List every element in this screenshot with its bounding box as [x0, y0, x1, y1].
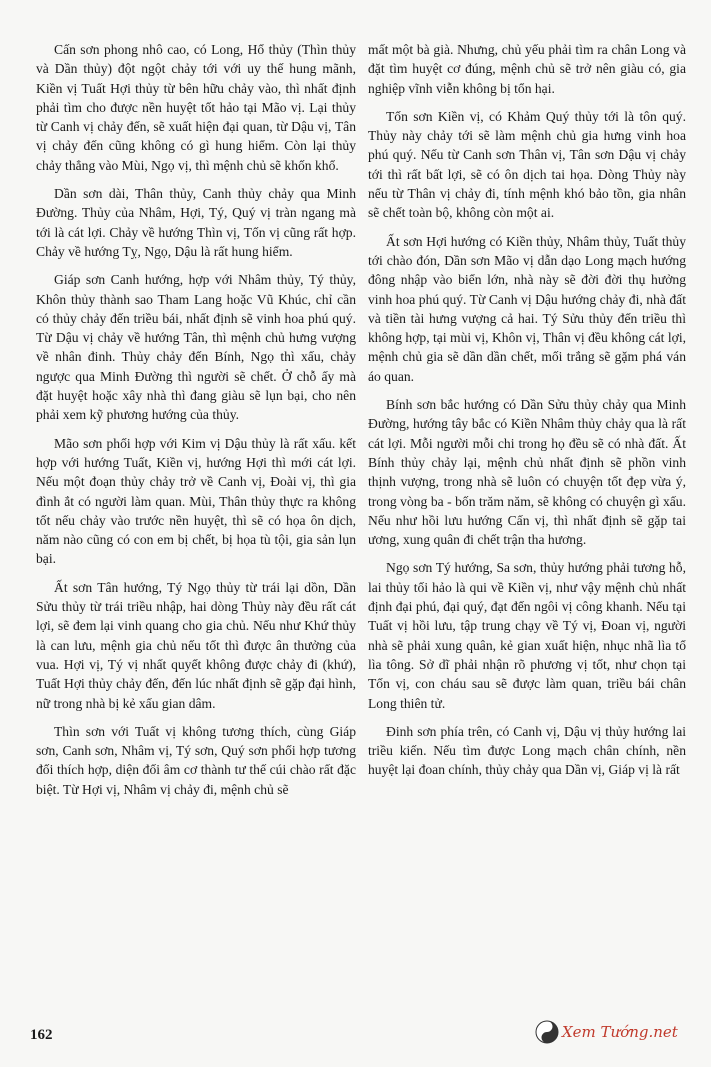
paragraph: Cấn sơn phong nhô cao, có Long, Hổ thủy (Thìn thủy và Dần thủy) đột ngột chảy tới với uy thế hung mãnh, Kiền vị Tuất Hợi thủy từ bên hữu chảy vào, thì nhất định phải tìm cho được nền huyệt tốt hảo tại Mão vị. Lại thủy từ Canh vị chảy đến, sẽ xuất hiện đại quan, từ Dậu vị, Tân vị chảy đến cũng không có gì hung hiểm. Còn lại thủy chảy thẳng vào Mùi, Ngọ vị, thì mệnh chủ sẽ khốn khổ.: [36, 42, 356, 173]
paragraph: Mão sơn phối hợp với Kim vị Dậu thủy là rất xấu. kết hợp với hướng Tuất, Kiền vị, hướng Hợi thì mới cát lợi. Nếu một đoạn thủy chảy trở về Canh vị, Đoài vị, thì gia đình ắt có người làm quan. Mùi, Thân thủy thực ra không tốt nếu chảy vào trước nền huyệt, thì sẽ có họa ôn dịch, năm nào cũng có con em bị chết, bị họa tù tội, gia sản lụn bại.: [36, 435, 356, 567]
paragraph: Dần sơn dài, Thân thủy, Canh thủy chảy qua Minh Đường. Thủy của Nhâm, Hợi, Tý, Quý vị tràn ngang mà tới là cát lợi. Chảy về hướng Thìn vị, Tốn vị cũng rất hợp. Chảy về hướng Tỵ, Ngọ, Dậu là rất hung hiểm.: [36, 186, 356, 259]
paragraph: Thìn sơn với Tuất vị không tương thích, cùng Giáp sơn, Canh sơn, Nhâm vị, Tý sơn, Quý sơn phối hợp tương đối thích hợp, diện đối âm cơ thành tư thế cúi chào rất đặc biệt. Từ Hợi vị, Nhâm vị chảy đi, mệnh chủ sẽ: [36, 723, 356, 797]
paragraph-continuation: mất một bà già. Nhưng, chủ yếu phải tìm ra chân Long và đặt tìm huyệt cơ đúng, mệnh chủ sẽ trở nên giàu có, gia nghiệp vĩnh viễn không bị tổn hại.: [368, 42, 686, 96]
paragraph: Ất sơn Hợi hướng có Kiền thủy, Nhâm thủy, Tuất thủy tới chào đón, Dần sơn Mão vị dẫn dạo Long mạch hướng đông nhập vào biển lớn, nhà này sẽ đời đời thụ hưởng vinh hoa phú quý. Từ Canh vị Dậu hướng chảy đi, nhà đất và tiền tài hưng vượng cả hai. Tý Sửu thủy đến triều thì không hợp, tại mùi vị, Khôn vị, Thân vị đều không cát lợi, mệnh chủ gia sẽ dần dần chết, mối trắng sẽ gặm phá ván áo quan.: [368, 233, 686, 384]
paragraph: Giáp sơn Canh hướng, hợp với Nhâm thủy, Tý thủy, Khôn thủy thành sao Tham Lang hoặc Vũ Khúc, chỉ cần có thủy chảy đến triều bái, nhất định sẽ vinh hoa phú quý. Từ Dậu vị chảy về hướng Tân, thì mệnh chủ hưng vượng về nhân đinh. Thủy chảy đến Bính, Ngọ thì xấu, chảy ngược qua Minh Đường thì người sẽ chết. Ở chỗ ấy mà đặt huyệt hoặc xây nhà thì đang giàu sẽ lụn bại, cho nên phải xem kỹ phương hướng của thủy.: [36, 272, 356, 423]
paragraph: Bính sơn bắc hướng có Dần Sửu thủy chảy qua Minh Đường, hướng tây bắc có Kiền Nhâm thủy chảy qua là rất cát lợi. Mỗi người mỗi chi trong họ đều sẽ có nhà đất. Ất Bính thủy chảy lại, mệnh chủ nhất định sẽ phồn vinh thịnh vượng, trong nhà sẽ luôn có chuyện tốt đẹp vừa ý, trong vòng ba - bốn trăm năm, sẽ không có chuyện gì xấu. Nếu như hồi lưu hướng Cấn vị, thì nhất định sẽ gặp tai ương, xung quân đi chết trận tha hương.: [368, 397, 686, 548]
page-number: 162: [30, 1027, 53, 1043]
right-column: [368, 40, 686, 789]
paragraph: Ất sơn Tân hướng, Tý Ngọ thủy từ trái lại dồn, Dần Sửu thủy từ trái triều nhập, hai dòng Thủy này đều rất cát lợi, sẽ đem lại vinh quang cho gia chủ. Nếu như Khứ thủy là can lưu, mệnh gia chủ nếu tốt thì được ân thưởng của vua. Hợi vị, Tý vị nhất quyết không được chảy đi (khứ), Tuất Hợi thủy chảy đến, đến lúc nhất định sẽ gặp đại hình, nữ trong nhà bị kẻ xấu gian dâm.: [36, 579, 356, 711]
paragraph: Ngọ sơn Tý hướng, Sa sơn, thủy hướng phải tương hỗ, lai thủy tối hảo là qui về Kiền vị, như vậy mệnh chủ nhất định đại phú, đại quý, đạt đến ngôi vị công khanh. Nếu tại Tuất vị hồi lưu, tập trung chạy về Tý vị, Đoan vị, người nhà sẽ phải xung quân, kẻ gian xuất hiện, nhục nhã lìa tổ lìa tông. Sở dĩ phải nhận rõ phương vị tốt, như chọn tại Tốn vị, con cháu sau sẽ được làm quan, triều bái chân Long thiên tử.: [368, 560, 686, 711]
watermark-text: Xem Tướng.net: [562, 1023, 678, 1041]
paragraph: Đinh sơn phía trên, có Canh vị, Dậu vị thủy hướng lai triều kiến. Nếu tìm được Long mạch chân chính, nền huyệt lại đoan chính, thủy chảy qua Dần vị, Giáp vị là rất: [368, 723, 686, 778]
left-column: [36, 40, 356, 808]
watermark: [535, 1020, 678, 1044]
yin-yang-icon: [535, 1020, 559, 1044]
paragraph: Tốn sơn Kiền vị, có Khảm Quý thủy tới là tôn quý. Thủy này chảy tới sẽ làm mệnh chủ gia hưng vinh hoa phú quý. Nếu từ Canh sơn Thân vị, Tân sơn Dậu vị chảy tới thì rất bất lợi, sẽ có ôn dịch tai họa. Dòng Thủy này nếu từ Thân vị chảy đi, tính mệnh khó bảo tồn, gia nhân sẽ chết toàn bộ, không còn một ai.: [368, 108, 686, 221]
